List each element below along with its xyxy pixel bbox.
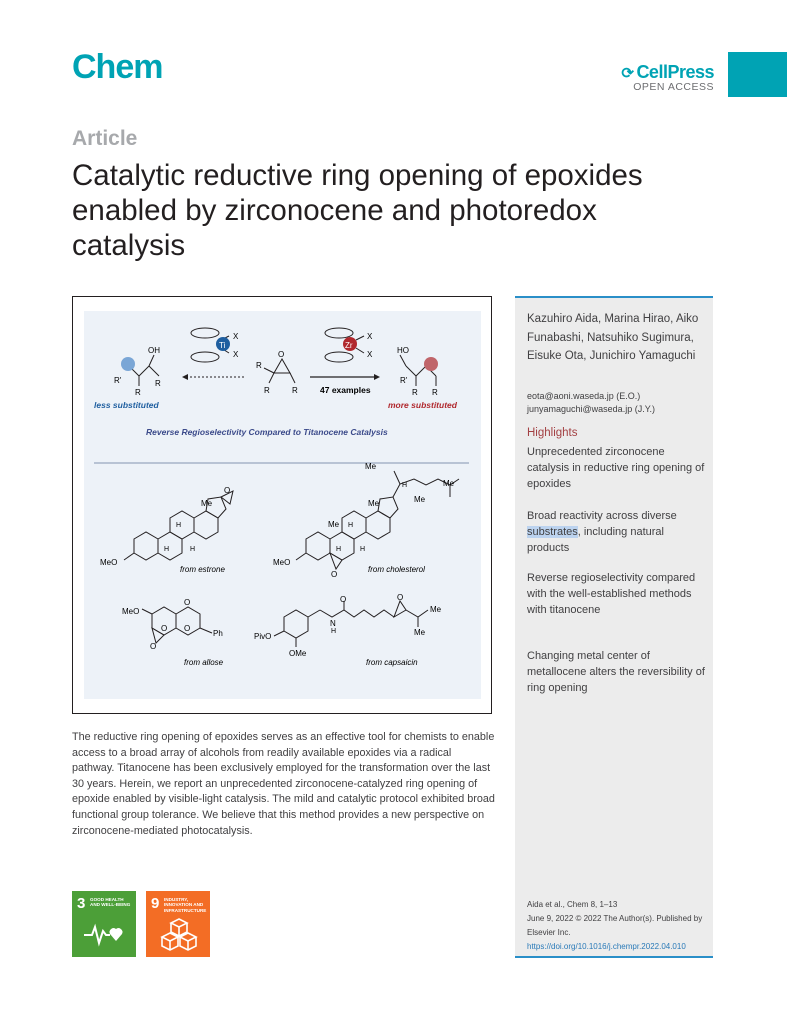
r-label: R [264,386,270,395]
r-label: R [292,386,298,395]
journal-logo: Chem [72,48,163,86]
ligand-label: X [367,350,373,359]
h-label: H [164,546,170,553]
publication-date: June 9, 2022 © 2022 The Author(s). Published by Elsevier Inc. [527,914,703,937]
h-label: H [331,628,337,635]
o-label: O [340,595,347,604]
r-label: R [432,388,438,397]
header-accent-block [728,52,787,97]
red-sphere-icon [424,357,438,371]
r-label: R [155,379,161,388]
more-substituted-label: more substituted [388,400,457,410]
ligand-label: X [233,332,239,341]
capsaicin-structure [274,601,428,647]
cubes-icon [160,917,198,951]
h-label: H [176,522,182,529]
cp-ring-icon [325,352,353,362]
correspondence [527,390,655,416]
estrone-label: from estrone [180,565,225,574]
sdg-badge-3 [72,891,136,957]
abstract-text: The reductive ring opening of epoxides serves as an effective tool for chemists to enable access to a broad array of alcohols from readily available epoxides via a radical pathway. Titanocene has been exclusively employed for the transformation over the last 30 years. Herein, we report an unprecedented zirconocene-catalyzed ring opening of epoxide enabled by visible-light catalysis. The mild and catalytic protocol exhibited broad functional group tolerance. We believe that this method provides a new perspective on zirconocene-mediated photocatalysis. [72,731,495,837]
highlight-item [527,508,707,556]
highlight-text: , including natural products [527,526,664,554]
h-label: H [336,546,342,553]
heartbeat-icon [84,921,126,947]
email-link[interactable]: junyamaguchi@waseda.jp (J.Y.) [527,404,656,414]
citation: Aida et al., Chem 8, 1–13 [527,900,618,909]
r-label: R [135,388,141,397]
less-substituted-label: less substituted [94,400,159,410]
me-label: Me [201,499,213,508]
cp-ring-icon [325,328,353,338]
cholesterol-structure [296,471,459,569]
examples-count: 47 examples [320,385,371,395]
meo-label: MeO [100,558,118,567]
me-label: Me [365,462,377,471]
me-label: Me [443,479,455,488]
highlight-item: Reverse regioselectivity compared with the well-established methods with titanocene [527,572,696,616]
r-label: R [412,388,418,397]
highlights-heading: Highlights [527,427,578,439]
h-label: H [360,546,366,553]
ome-label: OMe [289,649,307,658]
me-label: Me [430,605,442,614]
h-label: H [190,546,196,553]
article-title: Catalytic reductive ring opening of epoxides enabled by zirconocene and photoredox catalysis [72,159,643,262]
selected-text[interactable]: substrates [527,526,578,538]
cellpress-icon: ⟳ [621,65,634,82]
o-label: O [150,642,157,651]
scheme-caption: Reverse Regioselectivity Compared to Titanocene Catalysis [146,427,388,437]
highlight-text: Broad reactivity across diverse [527,510,677,522]
author-list: Kazuhiro Aida, Marina Hirao, Aiko Funabashi, Natsuhiko Sugimura, Eisuke Ota, Junichiro Yamaguchi [527,313,699,362]
epoxide-o-label: O [278,350,285,359]
r-label: R [256,361,262,370]
me-label: Me [414,628,426,637]
cholesterol-label: from cholesterol [368,565,425,574]
sdg-text: GOOD HEALTH AND WELL-BEING [90,897,131,908]
email-link[interactable]: eota@aoni.waseda.jp (E.O.) [527,391,641,401]
r-prime-label: R' [114,376,122,385]
o-label: O [397,593,404,602]
article-sidebar [515,296,713,958]
citation-block [527,898,712,954]
h-label: H [402,482,408,489]
sdg-badge-9 [146,891,210,957]
cp-ring-icon [191,352,219,362]
me-label: Me [368,499,380,508]
graphical-abstract-scheme [84,311,481,699]
o-label: O [331,570,338,579]
o-label: O [224,486,231,495]
ligand-label: X [233,350,239,359]
open-access-label: OPEN ACCESS [633,81,714,93]
r-prime-label: R' [400,376,408,385]
o-label: O [161,624,168,633]
meo-label: MeO [273,558,291,567]
highlight-item: Changing metal center of metallocene alters the reversibility of ring opening [527,650,705,694]
graphical-abstract [72,296,492,714]
publisher-name: CellPress [636,62,714,82]
meo-label: MeO [122,607,140,616]
n-label: N [330,619,336,628]
blue-sphere-icon [121,357,135,371]
publisher-logo [604,62,714,93]
ti-label: Ti [219,341,226,350]
ph-label: Ph [213,629,223,638]
ligand-label: X [367,332,373,341]
graphical-abstract-panel [84,311,481,699]
allose-label: from allose [184,658,224,667]
doi-link[interactable]: https://doi.org/10.1016/j.chempr.2022.04.010 [527,942,686,951]
o-label: O [184,624,191,633]
ho-label: HO [397,346,409,355]
me-label: Me [414,495,426,504]
sdg-number: 3 [77,895,86,912]
sdg-text: INDUSTRY, INNOVATION AND INFRASTRUCTURE [164,897,207,913]
oh-label: OH [148,346,160,355]
h-label: H [348,522,354,529]
pivo-label: PivO [254,632,272,641]
highlight-item: Unprecedented zirconocene catalysis in reductive ring opening of epoxides [527,446,705,490]
cp-ring-icon [191,328,219,338]
me-label: Me [328,520,340,529]
capsaicin-label: from capsaicin [366,658,418,667]
sdg-number: 9 [151,895,160,912]
allose-structure [142,607,212,643]
zr-label: Zr [345,341,353,350]
article-type: Article [72,127,138,150]
o-label: O [184,598,191,607]
